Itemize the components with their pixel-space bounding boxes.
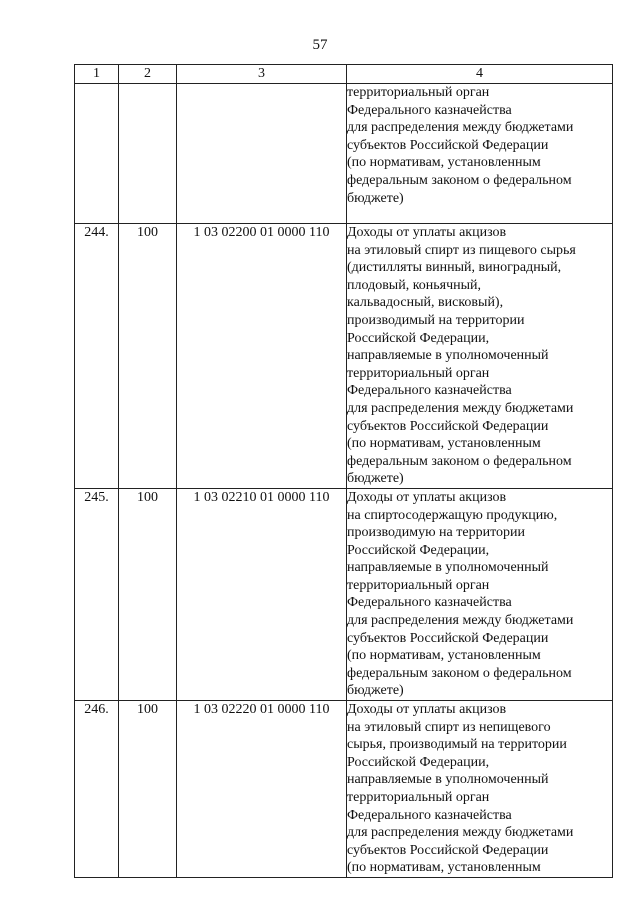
description-line: Российской Федерации,	[347, 542, 490, 558]
table-row	[75, 224, 613, 489]
description-line: (по нормативам, установленным	[347, 860, 541, 876]
budget-code-cell: 1 03 02220 01 0000 110	[177, 701, 347, 878]
description-cell	[347, 488, 613, 700]
description-line: субъектов Российской Федерации	[347, 418, 549, 434]
admin-code-cell: 100	[119, 701, 177, 878]
description-line: направляемые в уполномоченный	[347, 772, 549, 788]
description-line: для распределения между бюджетами	[347, 613, 574, 629]
description-line: субъектов Российской Федерации	[347, 137, 549, 153]
description-line: Федерального казначейства	[347, 383, 512, 399]
description-line: субъектов Российской Федерации	[347, 842, 549, 858]
description-line: Доходы от уплаты акцизов	[347, 489, 507, 505]
description-line: территориальный орган	[347, 85, 490, 100]
description-line: бюджете)	[347, 190, 404, 206]
budget-revenue-table	[74, 64, 613, 878]
column-header-3: 3	[177, 65, 347, 84]
description-line: для распределения между бюджетами	[347, 825, 574, 841]
column-header-1: 1	[75, 65, 119, 84]
description-line: сырья, производимый на территории	[347, 737, 567, 753]
row-number-cell	[75, 84, 119, 224]
description-line: (по нормативам, установленным	[347, 155, 541, 171]
description-line: направляемые в уполномоченный	[347, 560, 549, 576]
row-number-cell: 244.	[75, 224, 119, 489]
admin-code-cell	[119, 84, 177, 224]
column-header-4: 4	[347, 65, 613, 84]
description-line: федеральным законом о федеральном	[347, 172, 572, 188]
description-line: федеральным законом о федеральном	[347, 453, 572, 469]
column-header-2: 2	[119, 65, 177, 84]
description-cell	[347, 701, 613, 878]
description-line: территориальный орган	[347, 577, 490, 593]
description-line: территориальный орган	[347, 790, 490, 805]
description-line: федеральным законом о федеральном	[347, 665, 572, 681]
description-line: Федерального казначейства	[347, 595, 512, 611]
description-line: кальвадосный, висковый),	[347, 295, 504, 311]
budget-code-cell: 1 03 02200 01 0000 110	[177, 224, 347, 489]
table-row	[75, 84, 613, 224]
budget-code-cell: 1 03 02210 01 0000 110	[177, 488, 347, 700]
description-line: субъектов Российской Федерации	[347, 630, 549, 646]
admin-code-cell: 100	[119, 488, 177, 700]
description-line: плодовый, коньячный,	[347, 277, 482, 293]
description-line: (по нормативам, установленным	[347, 648, 541, 664]
description-line: Доходы от уплаты акцизов	[347, 702, 507, 718]
description-line: территориальный орган	[347, 365, 490, 381]
table-row	[75, 488, 613, 700]
description-line: Российской Федерации,	[347, 754, 490, 770]
description-line: бюджете)	[347, 471, 404, 487]
description-line: (дистилляты винный, виноградный,	[347, 260, 562, 276]
description-line: для распределения между бюджетами	[347, 120, 574, 136]
admin-code-cell: 100	[119, 224, 177, 489]
description-line: Федерального казначейства	[347, 807, 512, 823]
budget-code-cell	[177, 84, 347, 224]
description-line: бюджете)	[347, 683, 404, 699]
description-line: Российской Федерации,	[347, 330, 490, 346]
description-line: для распределения между бюджетами	[347, 400, 574, 416]
row-number-cell: 246.	[75, 701, 119, 878]
description-line: на спиртосодержащую продукцию,	[347, 507, 558, 523]
row-number-cell: 245.	[75, 488, 119, 700]
description-cell	[347, 224, 613, 489]
description-line: производимую на территории	[347, 525, 526, 541]
description-line: на этиловый спирт из непищевого	[347, 719, 551, 735]
description-line: Федерального казначейства	[347, 102, 512, 118]
description-line: Доходы от уплаты акцизов	[347, 225, 507, 240]
description-line: направляемые в уполномоченный	[347, 348, 549, 364]
description-line: производимый на территории	[347, 312, 525, 328]
page-number: 57	[312, 37, 328, 53]
description-cell	[347, 84, 613, 224]
table-row	[75, 701, 613, 878]
table-header-row	[75, 65, 613, 84]
description-line: на этиловый спирт из пищевого сырья	[347, 242, 576, 258]
description-line: (по нормативам, установленным	[347, 436, 541, 452]
